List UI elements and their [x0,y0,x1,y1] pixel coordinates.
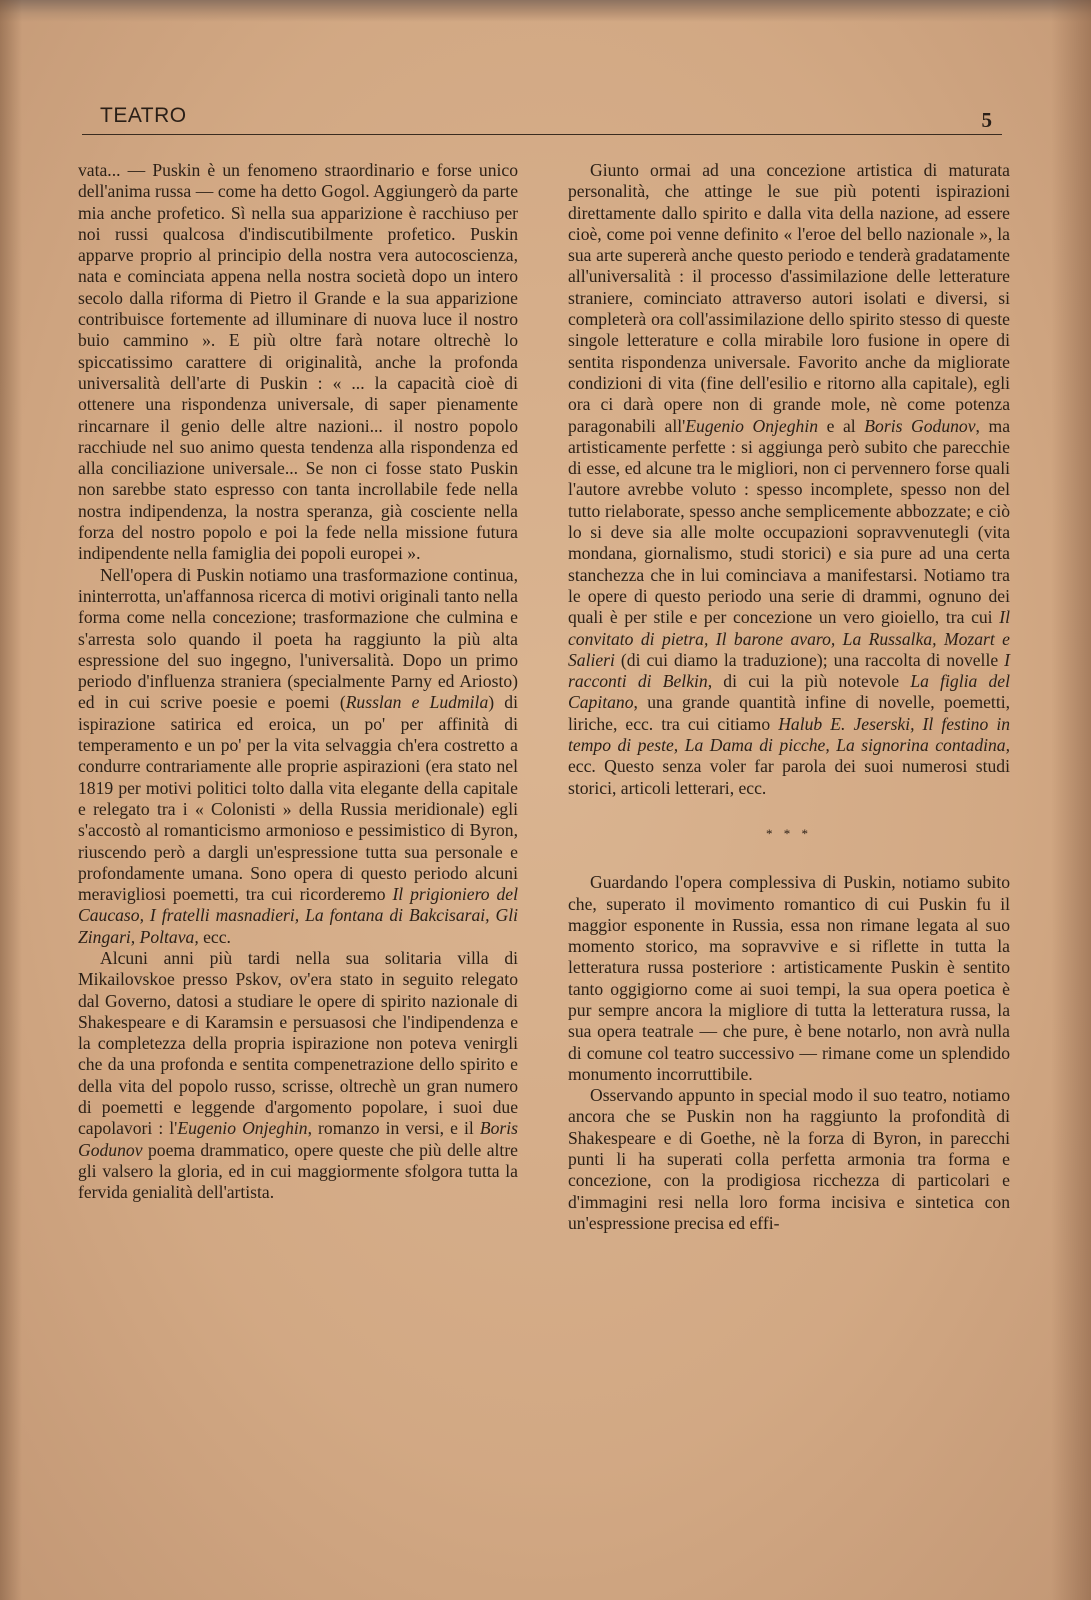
work-title: Russlan e Ludmila [345,692,489,713]
work-title: La figlia del Capitano [568,671,1010,713]
work-title: Eugenio Onjeghin [685,415,818,436]
running-header [82,104,1002,138]
work-title: Boris Godunov [78,1118,518,1160]
page-top-edge [0,0,1091,22]
paragraph: vata... — Puskin è un fenomeno straordinario e forse unico dell'anima russa — come ha detto Gogol. Aggiungerò da parte mia anche profetico. Sì nella sua apparizione è racchiuso per noi russi qualcosa d'indiscutibilmente profetico. Puskin apparve proprio al principio della nostra vera autocoscienza, nata e cominciata appena nella nostra società dopo un intero secolo dalla riforma di Pietro il Grande e la sua apparizione contribuisce fortemente ad illuminare di nuova luce il nostro buio cammino ». E più oltre farà notare oltrechè lo spiccatissimo carattere di originalità, anche la profonda universalità dell'arte di Puskin : « ... la capacità cioè di ottenere una rispondenza universale, di saper pienamente rincarnare il genio delle altre nazioni... il nostro popolo racchiude nel suo animo questa tendenza alla rispondenza ed alla conciliazione universale... Se non ci fosse stato Puskin non sarebbe stato espresso con tanta incrollabile fede nella nostra indipendenza, la nostra speranza, già cosciente nella forza del nostro popolo e poi la fede nella missione futura indipendente nella famiglia dei popoli europei ». [78,160,518,564]
page-right-edge [1051,0,1091,1600]
work-title: Halub E. Jeserski, Il festino in tempo di peste, La Dama di picche, La signorina contadina, [568,713,1010,756]
work-title: I racconti di Belkin [568,649,1010,692]
work-title: Boris Godunov [864,415,976,436]
paragraph: Giunto ormai ad una concezione artistica di maturata personalità, che attinge le sue più potenti ispirazioni direttamente dallo spirito e dalla vita della nazione, ad essere cioè, come poi venne definito « l'eroe del bello nazionale », la sua arte supererà anche questo periodo e tenderà gradatamente all'universalità : il processo d'assimilazione delle letterature straniere, cominciato attraverso autori isolati e diversi, si completerà ora coll'assimilazione dello spirito stesso di queste singole letterature e colla mirabile loro fusione in opere di sentita rispondenza universale. Favorito anche da migliorate condizioni di vita (fine dell'esilio e ritorno alla capitale), egli ora ci darà opere non di grande mole, nè come potenza paragonabili all'Eugenio Onjeghin e al Boris Godunov, ma artisticamente perfette : si aggiunga però subito che parecchie di esse, ed alcune tra le migliori, non ci pervennero forse quali l'autore avrebbe voluto : spesso incomplete, spesso non del tutto rielaborate, spesso anche semplicemente abbozzate; e ciò lo si deve sia alle molte occupazioni sopravvenutegli (vita mondana, giornalismo, studi storici) e sia pure ad una certa stanchezza che in lui cominciava a manifestarsi. Notiamo tra le opere di questo periodo una serie di drammi, ognuno dei quali è per stile e per concezione un vero gioiello, tra cui Il convitato di pietra, Il barone avaro, La Russalka, Mozart e Salieri (di cui diamo la traduzione); una raccolta di novelle I racconti di Belkin, di cui la più notevole La figlia del Capitano, una grande quantità infine di novelle, poemetti, liriche, ecc. tra cui citiamo Halub E. Jeserski, Il festino in tempo di peste, La Dama di picche, La signorina contadina, ecc. Questo senza voler far parola dei suoi numerosi studi storici, articoli letterari, ecc. [568,160,1011,798]
left-column [78,160,518,1204]
paragraph: Nell'opera di Puskin notiamo una trasformazione continua, ininterrotta, un'affannosa ricerca di motivi originali tanto nella forma come nella concezione; trasformazione che culmina e s'arresta solo quando il poeta ha raggiunto la più alta espressione del suo ingegno, l'universalità. Dopo un primo periodo d'influenza straniera (specialmente Parny ed Ariosto) ed in cui scrive poesie e poemi (Russlan e Ludmila) di ispirazione satirica ed eroica, un po' per affinità di temperamento e un po' per la vita selvaggia ch'era costretto a condurre contrariamente alle proprie aspirazioni (era stato nel 1819 per motivi politici tolto dalla vita elegante della capitale e relegato tra i « Colonisti » della Russia meridionale) egli s'accostò al romanticismo armonioso e pessimistico di Byron, riuscendo però a dargli un'espressione tutta sua personale e profondamente umana. Sono opera di questo periodo alcuni meravigliosi poemetti, tra cui ricorderemo Il prigioniero del Caucaso, I fratelli masnadieri, La fontana di Bakcisarai, Gli Zingari, Poltava, ecc. [78,564,518,947]
page-number: 5 [981,108,992,132]
section-separator: * * * [766,825,812,841]
running-title: TEATRO [100,104,187,127]
page-left-edge [0,0,22,1600]
work-title: Il prigioniero del Caucaso, I fratelli masnadieri, La fontana di Bakcisarai, Gli Zingari, Poltava, [78,884,518,947]
paragraph: Guardando l'opera complessiva di Puskin, notiamo subito che, superato il movimento romantico di cui Puskin fu il maggior esponente in Russia, essa non rimane legata al suo momento storico, ma sopravvive e si riflette in tutta la letteratura russa posteriore : artisticamente Puskin è sentito tanto oggigiorno come ai suoi tempi, la sua opera poetica è pur sempre ancora la migliore di tutta la letteratura russa, la sua opera teatrale — che pure, è bene notarlo, non avrà nulla di comune col teatro successivo — rimane come un splendido monumento incorruttibile. [568,872,1010,1084]
paragraph: Osservando appunto in special modo il suo teatro, notiamo ancora che se Puskin non ha raggiunto la profondità di Shakespeare e di Goethe, nè la forza di Byron, in parecchi punti li ha superati colla perfetta armonia tra forma e concezione, con la prodigiosa ricchezza di particolari e d'immagini resi nella loro forma incisiva e sintetica con un'espressione precisa ed effi- [568,1085,1010,1233]
right-column [568,160,1010,1234]
work-title: Eugenio Onjeghin [177,1118,308,1139]
paragraph: Alcuni anni più tardi nella sua solitaria villa di Mikailovskoe presso Pskov, ov'era stato in seguito relegato dal Governo, datosi a studiare le opere di spirito nazionale di Shakespeare e di Karamsin e persuasosi che l'indipendenza e la completezza della propria ispirazione non poteva venirgli che da una profonda e sentita compenetrazione dello spirito e della vita del popolo russo, scrisse, oltrechè un gran numero di poemetti e leggende d'argomento popolare, i suoi due capolavori : l'Eugenio Onjeghin, romanzo in versi, e il Boris Godunov poema drammatico, opere queste che più delle altre gli valsero la gloria, ed in cui maggiormente sfolgora tutta la fervida genialità dell'artista. [78,947,518,1203]
header-rule [82,134,1002,135]
work-title: Il convitato di pietra, Il barone avaro, La Russalka, Mozart e Salieri [568,607,1010,670]
